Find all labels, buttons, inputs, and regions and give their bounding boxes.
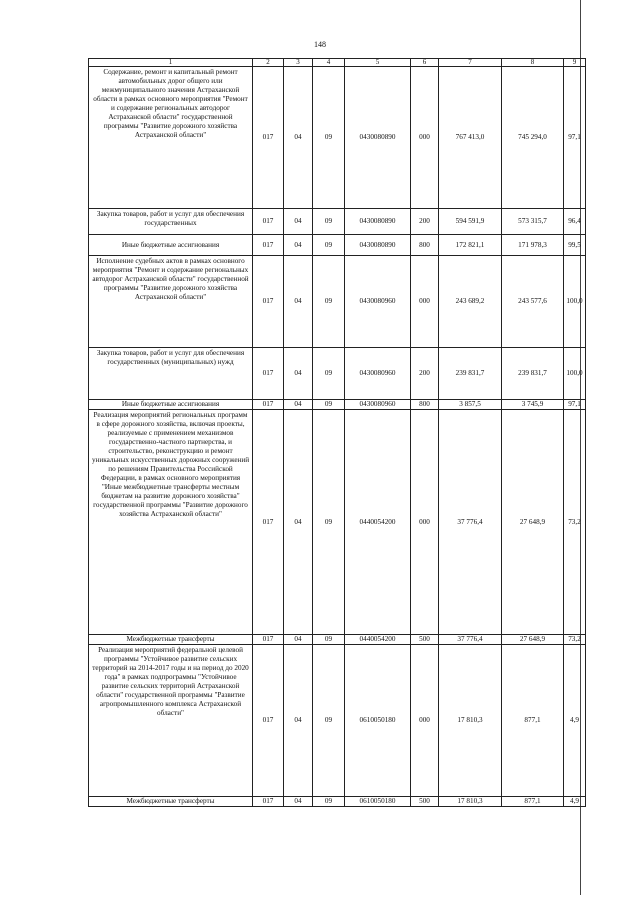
row-name: Реализация мероприятий региональных программ в сфере дорожного хозяйства, включая проекты, реализуемые с применением механизмов государственно-частного партнерства, и строительство, реконструкцию и ремонт уникальных искусственных дорожных сооружений по решениям Правительства Российской Федерации, в рамках основного мероприятия "Иные межбюджетные трансферты местным бюджетам на развитие дорожного хозяйства" государственной программы "Развитие дорожного хозяйства Астраханской области" bbox=[89, 410, 253, 635]
cell-admin-code: 017 bbox=[253, 797, 284, 807]
cell-subsection: 09 bbox=[313, 256, 345, 348]
header-cell: 5 bbox=[345, 59, 411, 67]
cell-planned: 37 776,4 bbox=[439, 635, 502, 645]
cell-subsection: 09 bbox=[313, 410, 345, 635]
cell-subsection: 09 bbox=[313, 348, 345, 400]
cell-admin-code: 017 bbox=[253, 209, 284, 235]
table-row bbox=[89, 400, 586, 410]
cell-admin-code: 017 bbox=[253, 348, 284, 400]
header-cell: 2 bbox=[253, 59, 284, 67]
cell-percent: 4,9 bbox=[564, 797, 586, 807]
cell-subsection: 09 bbox=[313, 635, 345, 645]
cell-section: 04 bbox=[284, 797, 313, 807]
header-cell: 4 bbox=[313, 59, 345, 67]
table-row bbox=[89, 256, 586, 348]
header-cell: 8 bbox=[502, 59, 564, 67]
cell-percent: 73,2 bbox=[564, 410, 586, 635]
table-row bbox=[89, 645, 586, 797]
cell-section: 04 bbox=[284, 235, 313, 256]
cell-percent: 99,5 bbox=[564, 235, 586, 256]
cell-planned: 172 821,1 bbox=[439, 235, 502, 256]
table-row bbox=[89, 348, 586, 400]
cell-expense-type: 000 bbox=[411, 410, 439, 635]
table-row bbox=[89, 410, 586, 635]
cell-expense-type: 200 bbox=[411, 348, 439, 400]
cell-section: 04 bbox=[284, 645, 313, 797]
cell-target-article: 0610050180 bbox=[345, 797, 411, 807]
row-name: Межбюджетные трансферты bbox=[89, 797, 253, 807]
cell-expense-type: 000 bbox=[411, 645, 439, 797]
cell-admin-code: 017 bbox=[253, 645, 284, 797]
cell-admin-code: 017 bbox=[253, 635, 284, 645]
cell-executed: 239 831,7 bbox=[502, 348, 564, 400]
cell-section: 04 bbox=[284, 256, 313, 348]
cell-percent: 73,2 bbox=[564, 635, 586, 645]
cell-percent: 96,4 bbox=[564, 209, 586, 235]
row-name: Иные бюджетные ассигнования bbox=[89, 235, 253, 256]
cell-subsection: 09 bbox=[313, 797, 345, 807]
table-row bbox=[89, 635, 586, 645]
cell-percent: 4,9 bbox=[564, 645, 586, 797]
budget-table bbox=[88, 58, 586, 807]
page-number: 148 bbox=[314, 40, 326, 49]
cell-expense-type: 500 bbox=[411, 797, 439, 807]
cell-planned: 37 776,4 bbox=[439, 410, 502, 635]
cell-target-article: 0440054200 bbox=[345, 635, 411, 645]
cell-target-article: 0430080890 bbox=[345, 67, 411, 209]
cell-planned: 243 689,2 bbox=[439, 256, 502, 348]
cell-expense-type: 800 bbox=[411, 235, 439, 256]
cell-subsection: 09 bbox=[313, 235, 345, 256]
cell-target-article: 0430080960 bbox=[345, 400, 411, 410]
header-row bbox=[89, 59, 586, 67]
row-name: Содержание, ремонт и капитальный ремонт автомобильных дорог общего или межмуниципального значения Астраханской области в рамках основного мероприятия "Ремонт и содержание региональных автодорог Астраханской области" государственной программы "Развитие дорожного хозяйства Астраханской области" bbox=[89, 67, 253, 209]
cell-expense-type: 000 bbox=[411, 256, 439, 348]
header-cell: 7 bbox=[439, 59, 502, 67]
cell-executed: 27 648,9 bbox=[502, 635, 564, 645]
cell-section: 04 bbox=[284, 400, 313, 410]
row-name: Иные бюджетные ассигнования bbox=[89, 400, 253, 410]
cell-percent: 97,1 bbox=[564, 400, 586, 410]
table-row bbox=[89, 67, 586, 209]
cell-target-article: 0440054200 bbox=[345, 410, 411, 635]
row-name: Межбюджетные трансферты bbox=[89, 635, 253, 645]
cell-target-article: 0430080890 bbox=[345, 209, 411, 235]
row-name: Закупка товаров, работ и услуг для обеспечения государственных (муниципальных) нужд bbox=[89, 348, 253, 400]
cell-section: 04 bbox=[284, 67, 313, 209]
cell-executed: 27 648,9 bbox=[502, 410, 564, 635]
cell-section: 04 bbox=[284, 209, 313, 235]
header-cell: 6 bbox=[411, 59, 439, 67]
cell-executed: 171 978,3 bbox=[502, 235, 564, 256]
header-cell: 3 bbox=[284, 59, 313, 67]
cell-section: 04 bbox=[284, 348, 313, 400]
table-row bbox=[89, 797, 586, 807]
cell-executed: 745 294,0 bbox=[502, 67, 564, 209]
cell-target-article: 0610050180 bbox=[345, 645, 411, 797]
cell-subsection: 09 bbox=[313, 645, 345, 797]
cell-planned: 17 810,3 bbox=[439, 645, 502, 797]
table-row bbox=[89, 209, 586, 235]
cell-subsection: 09 bbox=[313, 400, 345, 410]
cell-executed: 573 315,7 bbox=[502, 209, 564, 235]
cell-expense-type: 200 bbox=[411, 209, 439, 235]
cell-expense-type: 800 bbox=[411, 400, 439, 410]
cell-admin-code: 017 bbox=[253, 235, 284, 256]
cell-percent: 100,0 bbox=[564, 348, 586, 400]
cell-executed: 877,1 bbox=[502, 797, 564, 807]
cell-expense-type: 000 bbox=[411, 67, 439, 209]
header-cell: 1 bbox=[89, 59, 253, 67]
cell-admin-code: 017 bbox=[253, 410, 284, 635]
cell-planned: 594 591,9 bbox=[439, 209, 502, 235]
cell-section: 04 bbox=[284, 635, 313, 645]
table-row bbox=[89, 235, 586, 256]
cell-target-article: 0430080960 bbox=[345, 348, 411, 400]
cell-percent: 97,1 bbox=[564, 67, 586, 209]
cell-subsection: 09 bbox=[313, 209, 345, 235]
cell-planned: 17 810,3 bbox=[439, 797, 502, 807]
cell-admin-code: 017 bbox=[253, 256, 284, 348]
row-name: Реализация мероприятий федеральной целевой программы "Устойчивое развитие сельских территорий на 2014-2017 годы и на период до 2020 года" в рамках подпрограммы "Устойчивое развитие сельских территорий Астраханской области" государственной программы "Развитие агропромышленного комплекса Астраханской области" bbox=[89, 645, 253, 797]
cell-admin-code: 017 bbox=[253, 400, 284, 410]
cell-executed: 3 745,9 bbox=[502, 400, 564, 410]
cell-section: 04 bbox=[284, 410, 313, 635]
cell-planned: 239 831,7 bbox=[439, 348, 502, 400]
cell-executed: 243 577,6 bbox=[502, 256, 564, 348]
row-name: Исполнение судебных актов в рамках основного мероприятия "Ремонт и содержание региональных автодорог Астраханской области" государственной программы "Развитие дорожного хозяйства Астраханской области" bbox=[89, 256, 253, 348]
cell-percent: 100,0 bbox=[564, 256, 586, 348]
cell-executed: 877,1 bbox=[502, 645, 564, 797]
cell-target-article: 0430080890 bbox=[345, 235, 411, 256]
cell-planned: 767 413,0 bbox=[439, 67, 502, 209]
cell-subsection: 09 bbox=[313, 67, 345, 209]
cell-admin-code: 017 bbox=[253, 67, 284, 209]
cell-expense-type: 500 bbox=[411, 635, 439, 645]
header-cell: 9 bbox=[564, 59, 586, 67]
row-name: Закупка товаров, работ и услуг для обеспечения государственных bbox=[89, 209, 253, 235]
cell-planned: 3 857,5 bbox=[439, 400, 502, 410]
cell-target-article: 0430080960 bbox=[345, 256, 411, 348]
